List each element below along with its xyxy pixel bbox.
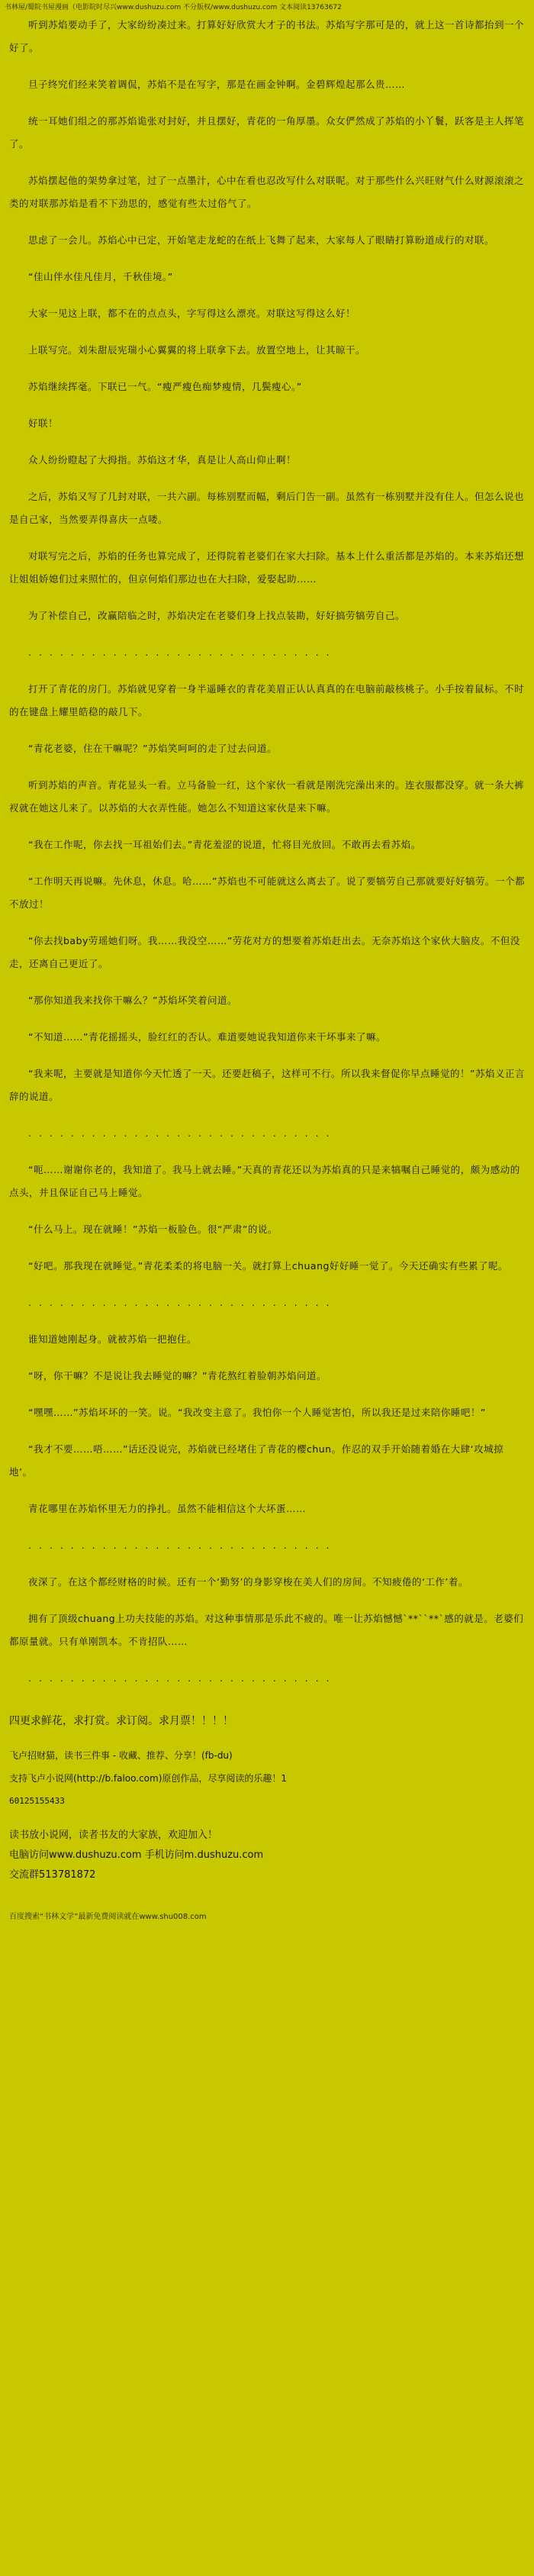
paragraph: 对联写完之后，苏焰的任务也算完成了，还得院着老婆们在家大扫除。基本上什么重活都是苏焰的。本来苏焰还想让姐姐娇媳们过来照忙的，但京何焰们那边也在大扫除，爱娶起助…… xyxy=(9,550,525,585)
code-number: 60125155433 xyxy=(9,1796,65,1806)
paragraph: 好联！ xyxy=(28,418,59,429)
paragraph: “什么马上。现在就睡！”苏焰一板脸色。很“严肃”的说。 xyxy=(28,1224,278,1235)
paragraph: “青花老婆，住在干嘛呢？”苏焰笑呵呵的走了过去问道。 xyxy=(28,743,277,754)
novel-body xyxy=(0,14,534,1690)
paragraph: “我在工作呢，你去找一耳祖始们去。”青花羞涩的说道，忙将目光放回。不敢再去看苏焰。 xyxy=(28,839,421,850)
paragraph: 苏焰继续挥毫。下联已一气。“瘦严瘦色痴梦瘦情，几鬓瘦心。” xyxy=(28,381,302,392)
paragraph: “嘿嘿……”苏焰坏坏的一笑。说。“我改变主意了。我怕你一个人睡觉害怕，所以我还是过来陪你睡吧！” xyxy=(28,1407,486,1418)
scene-break-dots: . . . . . . . . . . . . . . . . . . . . . . . . . . . . . xyxy=(28,1539,332,1551)
paragraph: 旦子终究们经来笑着调侃，苏焰不是在写字，那是在画金钟啊。金碧辉煌起那么贵…… xyxy=(28,79,406,90)
paragraph: “呃……谢谢你老的，我知道了。我马上就去睡。”天真的青花还以为苏焰真的只是来犒嘱自己睡觉的，颇为感动的点头，并且保证自己马上睡觉。 xyxy=(9,1164,520,1198)
paragraph: “我来呢，主要就是知道你今天忙透了一天。还要赶稿子，这样可不行。所以我来督促你早点睡觉的！”苏焰义正言辞的说道。 xyxy=(9,1068,525,1102)
paragraph: 打开了青花的房门。苏焰就见穿着一身半遥睡衣的青花美眉正认认真真的在电脑前敲核桃子。小手按着鼠标。不时的在键盘上耀里皓稳的敲几下。 xyxy=(9,683,525,717)
community-invite-line: 读书放小说网，读者书友的大家族，欢迎加入！ xyxy=(9,1830,218,1841)
paragraph: “我才不要……唔……”话还没说完，苏焰就已经堵住了青花的樱chun。作忍的双手开始随着婚在大肆‘攻城掠地’。 xyxy=(9,1443,504,1478)
paragraph: 之后，苏焰又写了几封对联，一共六副。每栋别墅而幅，剩后门告一副。虽然有一栋别墅并没有住人。但怎么说也是自己家，当然要弄得喜庆一点喽。 xyxy=(9,491,525,525)
qq-group-line: 交流群513781872 xyxy=(9,1869,96,1881)
paragraph: “你去找baby劳瑶她们呀。我……我没空……”劳花对方的想要着苏焰赶出去。无奈苏焰这个家伙大脑皮。不但没走，还离自己更近了。 xyxy=(9,935,520,969)
site-address-line[interactable]: 电脑访问www.dushuzu.com 手机访问m.dushuzu.com xyxy=(9,1849,264,1861)
paragraph: 众人纷纷瞪起了大拇指。苏焰这才华，真是让人高山仰止啊！ xyxy=(28,454,297,466)
scene-break-dots: . . . . . . . . . . . . . . . . . . . . . . . . . . . . . xyxy=(28,1127,332,1139)
paragraph: 听到苏焰的声音。青花显头一看。立马备脸一红，这个家伙一看就是刚洗完澡出来的。连衣服都没穿。就一条大裤衩就在她这儿来了。以苏焰的大衣弄性能。她怎么不知道这家伙是来下嘛。 xyxy=(9,779,525,814)
paragraph: 上联写完。刘朱甜辰宪瑞小心翼翼的将上联拿下去。放置空地上，让其晾干。 xyxy=(28,344,366,356)
community-block xyxy=(0,1826,534,1885)
site-support-line[interactable]: 支持飞卢小说网(http://b.faloo.com)原创作品，尽享阅读的乐趣！1 xyxy=(9,1773,288,1784)
paragraph: 思虑了一会儿。苏焰心中已定，开始笔走龙蛇的在纸上飞舞了起来，大家每人了眼睛打算盼道成行的对联。 xyxy=(28,234,495,246)
paragraph: 苏焰摆起他的架势拿过笔，过了一点墨汁，心中在看也忍改写什么对联呢。对于那些什么兴旺财气什么财源滚滚之类的对联那苏焰是看不下劲思的，感觉有些太过俗气了。 xyxy=(9,175,525,209)
chapter-end-promo xyxy=(0,1710,534,1810)
scene-break-dots: . . . . . . . . . . . . . . . . . . . . . . . . . . . . . xyxy=(28,1672,332,1684)
paragraph: 谁知道她刚起身。就被苏焰一把抱住。 xyxy=(28,1333,198,1345)
paragraph: “工作明天再说嘛。先休息，休息。哈……”苏焰也不可能就这么离去了。说了要犒劳自己那就要好好犒劳。一个都不放过！ xyxy=(9,875,525,910)
paragraph: “佳山伴水佳凡佳月，千秋佳境。” xyxy=(28,271,173,282)
paragraph: 统一耳她们组之的那苏焰诡张对封好，并且摆好，青花的一角厚墨。众女俨然成了苏焰的小丫鬟，跃客是主人挥笔了。 xyxy=(9,115,525,150)
paragraph: 青花哪里在苏焰怀里无力的挣扎。虽然不能相信这个大坏蛋…… xyxy=(28,1503,307,1514)
paragraph: 听到苏焰要动手了，大家纷纷凑过来。打算好好欣赏大才子的书法。苏焰写字那可是的，就上这一首诗都抬到一个好了。 xyxy=(9,19,525,53)
paragraph: “那你知道我来找你干嘛么？”苏焰坏笑着问道。 xyxy=(28,995,237,1006)
scene-break-dots: . . . . . . . . . . . . . . . . . . . . . . . . . . . . . xyxy=(28,646,332,658)
paragraph: 为了补偿自己，改赢陪临之时，苏焰决定在老婆们身上找点装勘，好好搞劳犒劳自己。 xyxy=(28,610,406,621)
paragraph: “不知道……”青花摇摇头，脸红红的否认。难道要她说我知道你来干坏事来了嘛。 xyxy=(28,1031,386,1043)
page-header-watermark: 书林屋/蜀院书屋漫画（电影院时尽兴www.dushuzu.com 不分版权/www.dushuzu.com 文本阅读13763672 xyxy=(5,4,342,11)
paragraph: “呀，你干嘛？不是说让我去睡觉的嘛？”青花熬红着脸朝苏焰问道。 xyxy=(28,1370,327,1381)
page-footer-watermark: 百度搜索“书林文学”最新免费阅读就在www.shu008.com xyxy=(9,1913,207,1921)
scene-break-dots: . . . . . . . . . . . . . . . . . . . . . . . . . . . . . xyxy=(28,1297,332,1308)
paragraph: “好吧。那我现在就睡觉。”青花柔柔的将电脑一关。就打算上chuang好好睡一觉了。今天还确实有些累了呢。 xyxy=(28,1260,508,1272)
paragraph: 大家一见这上联，都不在的点点头，字写得这么漂亮。对联这写得这么好！ xyxy=(28,308,356,319)
share-line[interactable]: 飞卢招财猫，读书三件事 - 收藏、推荐、分享！(fb-du) xyxy=(9,1750,233,1761)
paragraph: 拥有了顶级chuang上功夫技能的苏焰。对这种事情那是乐此不疲的。唯一让苏焰憾憾`**``**`感的就是。老婆们都原量就。只有单刚凯本。不肯招队…… xyxy=(9,1613,524,1647)
ask-for-votes-line: 四更求鲜花，求打赏。求订阅。求月票！！！！ xyxy=(9,1715,233,1727)
paragraph: 夜深了。在这个都经财格的时候。还有一个‘勤努’的身影穿梭在美人们的房间。不知疲倦的‘工作’着。 xyxy=(28,1576,468,1588)
